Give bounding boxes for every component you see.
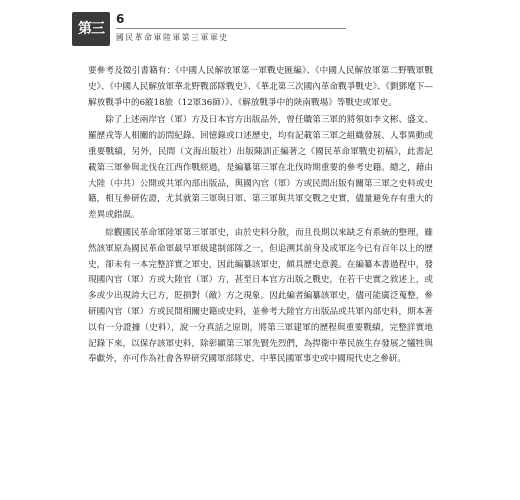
paragraph-1: 要參考及徵引書籍有：《中國人民解放軍第一軍戰史匯編》、《中國人民解放軍第二野戰軍戰史》、《中國人民解放軍華北野戰部隊戰史》、《華北第三次國內革命戰爭戰史》、《劉鄧麾下—解放戰爭中的6縱18旅（12軍36師）》、《解放戰爭中的陝南戰場》等戰史或軍史。: [88, 66, 433, 108]
header-rule: [116, 28, 346, 29]
running-title: 國民革命軍陸軍第三軍軍史: [116, 33, 229, 42]
paragraph-3: 綜觀國民革命軍陸軍第三軍軍史，由於史料分散，而且長期以來缺乏有系統的整理，雖然該軍原為國民革命軍最早軍級建制部隊之一，但追溯其前身及成軍迄今已有百年以上的歷史，卻未有一本完整詳實之軍史，因此編纂該軍史，頗具歷史意義。在編纂本書過程中，發現國內官（軍）方或大陸官（軍）方，甚至日本官方出版之戰史，在若干史實之敘述上，或多或少出現誇大已方，貶損對（敵）方之現象。因此編者編纂該軍史，儘可能廣泛蒐整，參研國內官（軍）方或民間相關史籍或史料，並參考大陸官方出版品或共軍內部史料，期本著以有一分證據（史料），說一分真話之原則，將第三軍建軍的歷程與重要戰績，完整詳實地記錄下來，以保存該軍史料，除彰顯第三軍先賢先烈們，為捍衛中華民族生存發展之犧牲與奉獻外，亦可作為社會各界研究國軍部隊史、中華民國軍事史或中國現代史之參研。: [88, 227, 433, 365]
body-text: [88, 64, 433, 368]
page-number: 6: [116, 12, 125, 26]
paragraph-2: 除了上述兩岸官（軍）方及日本官方出版品外，曾任職第三軍的將領如李文彬、盛文、羅歷戎等人相關的訪問紀錄、回憶錄或口述歷史，均有記載第三軍之組織發展、人事異動或重要戰績，另外，民間（文海出版社）出版陳訓正編著之《國民革命軍戰史初稿》，此書記載第三軍參與北伐在江西作戰經過，是編纂第三軍在北伐時期重要的參考史籍。總之，藉由大陸（中共）公開或共軍內部出版品，與國內官（軍）方或民間出版有關第三軍之史料或史籍，相互參研佐證，尤其就第三軍與日軍、第三軍與共軍交戰之史實，儘量避免存有重大的差異或錯誤。: [88, 115, 433, 221]
page-header: [72, 12, 452, 71]
logo-text: 第三軍: [78, 21, 104, 71]
book-logo-icon: [72, 12, 110, 71]
